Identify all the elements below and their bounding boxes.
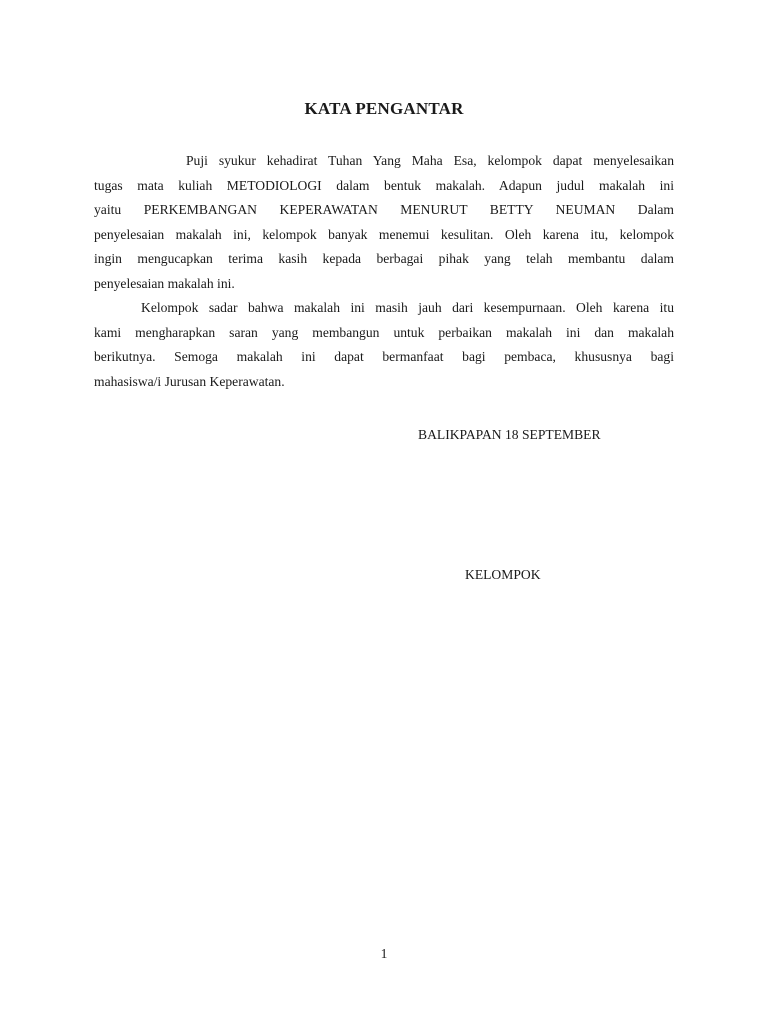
place-date: BALIKPAPAN 18 SEPTEMBER xyxy=(418,427,601,442)
page-title: KATA PENGANTAR xyxy=(304,99,464,118)
paragraph-2-line-2: kami mengharapkan saran yang membangun untuk perbaikan makalah ini dan makalah xyxy=(94,324,674,340)
paragraph-1-line-5: ingin mengucapkan terima kasih kepada berbagai pihak yang telah membantu dalam xyxy=(94,251,674,266)
body-text xyxy=(94,149,674,394)
signature-group: KELOMPOK xyxy=(465,567,541,582)
paragraph-1-line-1: Puji syukur kehadirat Tuhan Yang Maha Esa, kelompok dapat menyelesaikan xyxy=(186,153,674,168)
page-number: 1 xyxy=(380,946,388,961)
paragraph-1-line-4: penyelesaian makalah ini, kelompok banyak menemui kesulitan. Oleh karena itu, kelompok xyxy=(94,226,674,242)
paragraph-1-line-3: yaitu PERKEMBANGAN KEPERAWATAN MENURUT BETTY NEUMAN Dalam xyxy=(94,202,674,217)
paragraph-2-line-4: mahasiswa/i Jurusan Keperawatan. xyxy=(94,373,285,389)
paragraph-2-line-3: berikutnya. Semoga makalah ini dapat bermanfaat bagi pembaca, khususnya bagi xyxy=(94,349,674,364)
paragraph-2-line-1: Kelompok sadar bahwa makalah ini masih jauh dari kesempurnaan. Oleh karena itu xyxy=(141,300,674,315)
paragraph-1-line-6: penyelesaian makalah ini. xyxy=(94,275,235,291)
paragraph-1-line-2: tugas mata kuliah METODIOLOGI dalam bentuk makalah. Adapun judul makalah ini xyxy=(94,177,674,193)
